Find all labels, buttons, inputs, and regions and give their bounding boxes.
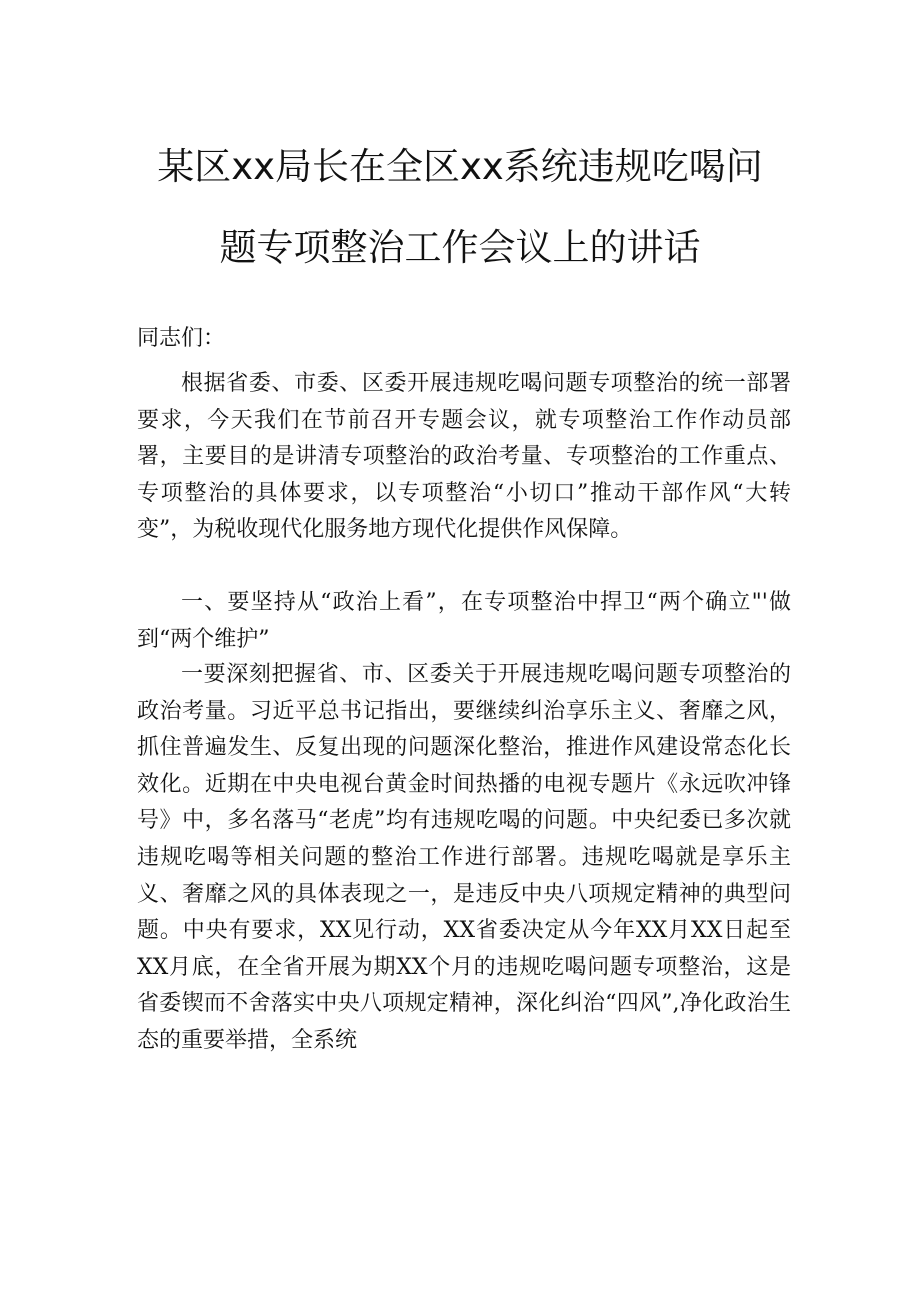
- salutation: 同志们：: [137, 326, 226, 351]
- paragraph-text: 根据省委、市委、区委开展违规吃喝问题专项整治的统一部署要求，今天我们在节前召开专题会议，就专项整治工作作动员部署，主要目的是讲清专项整治的政治考量、专项整治的工作重点、专项整治的具体要求，以专项整治“小切口”推动干部作风“大转变”，为税收现代化服务地方现代化提供作风保障。: [137, 371, 791, 543]
- section-heading-1: [137, 585, 791, 658]
- section-heading-text: 一、要坚持从“政治上看”，在专项整治中捍卫“两个确立"'做到“两个维护”: [137, 590, 791, 652]
- body-paragraph-1: [137, 366, 791, 549]
- document-title-line-1: 某区xx局长在全区xx系统违规吃喝问: [157, 145, 763, 188]
- document-title-line-2: 题专项整治工作会议上的讲话: [219, 226, 701, 269]
- body-paragraph-2: [137, 657, 791, 1060]
- paragraph-text: 一要深刻把握省、市、区委关于开展违规吃喝问题专项整治的政治考量。习近平总书记指出，要继续纠治享乐主义、奢靡之风，抓住普遍发生、反复出现的问题深化整治，推进作风建设常态化长效化。近期在中央电视台黄金时间热播的电视专题片《永远吹冲锋号》中，多名落马“老虎”均有违规吃喝的问题。中央纪委已多次就违规吃喝等相关问题的整治工作进行部署。违规吃喝就是享乐主义、奢靡之风的具体表现之一，是违反中央八项规定精神的典型问题。中央有要求，XX见行动，XX省委决定从今年XX月XX日起至XX月底，在全省开展为期XX个月的违规吃喝问题专项整治，这是省委锲而不舍落实中央八项规定精神，深化纠治“四风”,净化政治生态的重要举措，全系统: [137, 662, 791, 1053]
